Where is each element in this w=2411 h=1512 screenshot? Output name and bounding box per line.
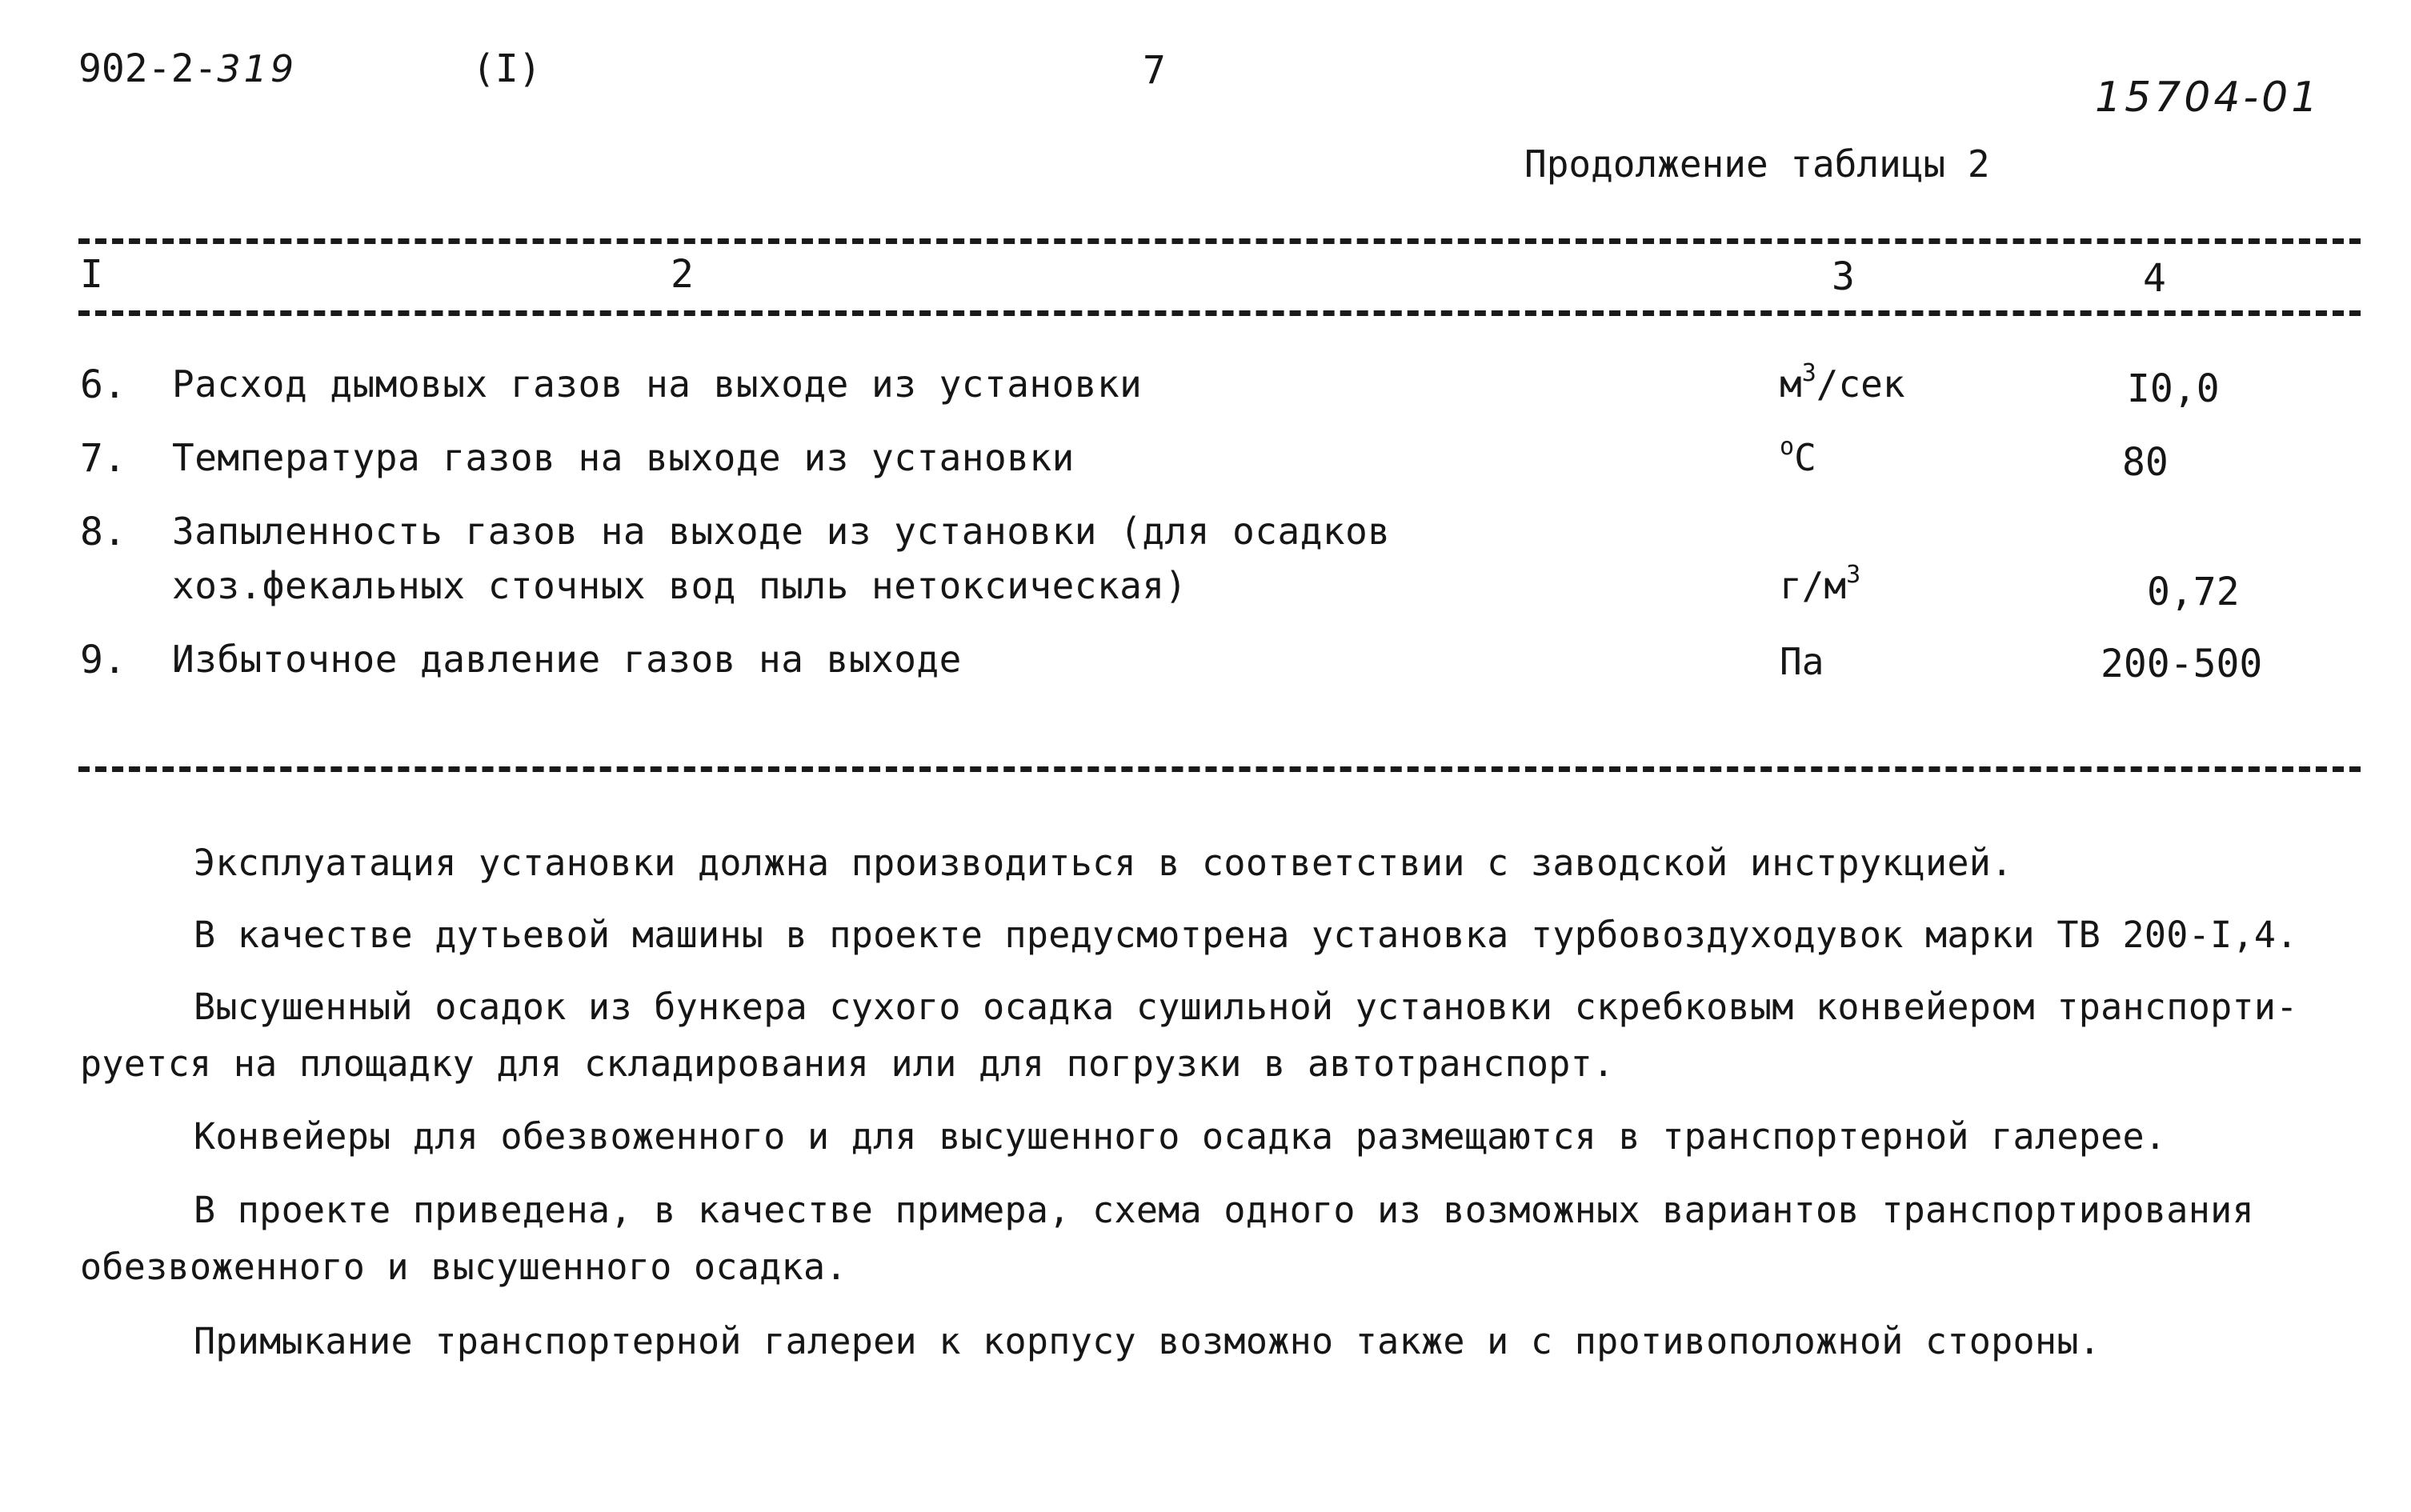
column-header-4: 4 xyxy=(2143,256,2166,301)
row-value: 200-500 xyxy=(2101,642,2263,686)
row-value: I0,0 xyxy=(2127,366,2220,411)
row-number: 8. xyxy=(80,510,126,554)
page-number: 7 xyxy=(1143,48,1166,93)
row-number: 7. xyxy=(80,436,126,481)
document-code-handwritten: 319 xyxy=(217,47,298,90)
paragraph-5-continued: обезвоженного и высушенного осадка. xyxy=(80,1246,847,1288)
row-unit: $м^3$/сек xyxy=(1780,359,1905,406)
row-description-continued: хоз.фекальных сточных вод пыль нетоксическая) xyxy=(172,564,1187,607)
paragraph-1: Эксплуатация установки должна производиться в соответствии с заводской инструкцией. xyxy=(194,842,2013,884)
row-value: 0,72 xyxy=(2147,570,2240,614)
table-header-rule xyxy=(78,310,2361,316)
paragraph-5: В проекте приведена, в качестве примера, схема одного из возможных вариантов транспортирования xyxy=(194,1189,2254,1231)
paragraph-3-continued: руется на площадку для складирования или для погрузки в автотранспорт. xyxy=(80,1042,1615,1085)
column-header-1: I xyxy=(80,252,103,297)
document-code xyxy=(78,46,297,91)
paragraph-3: Высушенный осадок из бункера сухого осадка сушильной установки скребковым конвейером транспорти- xyxy=(194,986,2298,1028)
row-number: 6. xyxy=(80,362,126,407)
row-number: 9. xyxy=(80,638,126,682)
table-top-rule xyxy=(78,238,2361,244)
row-unit: $г/м^3$ xyxy=(1780,561,1861,607)
row-unit: Па xyxy=(1780,640,1824,683)
row-unit: $^о$С xyxy=(1780,433,1816,479)
table-continuation-caption: Продолжение таблицы 2 xyxy=(1524,142,1990,186)
paragraph-2: В качестве дутьевой машины в проекте предусмотрена установка турбовоздуходувок марки ТВ 200-I,4. xyxy=(194,914,2298,956)
row-description: Температура газов на выходе из установки xyxy=(172,436,1075,479)
row-description: Запыленность газов на выходе из установки (для осадков xyxy=(172,510,1391,553)
table-bottom-rule xyxy=(78,766,2361,772)
volume-number: (I) xyxy=(472,46,542,91)
registration-number: 15704-01 xyxy=(2095,74,2321,122)
row-description: Расход дымовых газов на выходе из установки xyxy=(172,362,1143,406)
row-value: 80 xyxy=(2122,440,2169,485)
paragraph-6: Примыкание транспортерной галереи к корпусу возможно также и с противоположной стороны. xyxy=(194,1320,2101,1362)
column-header-3: 3 xyxy=(1832,254,1855,299)
column-header-2: 2 xyxy=(671,252,694,297)
row-description: Избыточное давление газов на выходе xyxy=(172,638,962,681)
paragraph-4: Конвейеры для обезвоженного и для высушенного осадка размещаются в транспортерной галерее. xyxy=(194,1115,2167,1158)
document-code-printed: 902-2- xyxy=(78,46,218,91)
